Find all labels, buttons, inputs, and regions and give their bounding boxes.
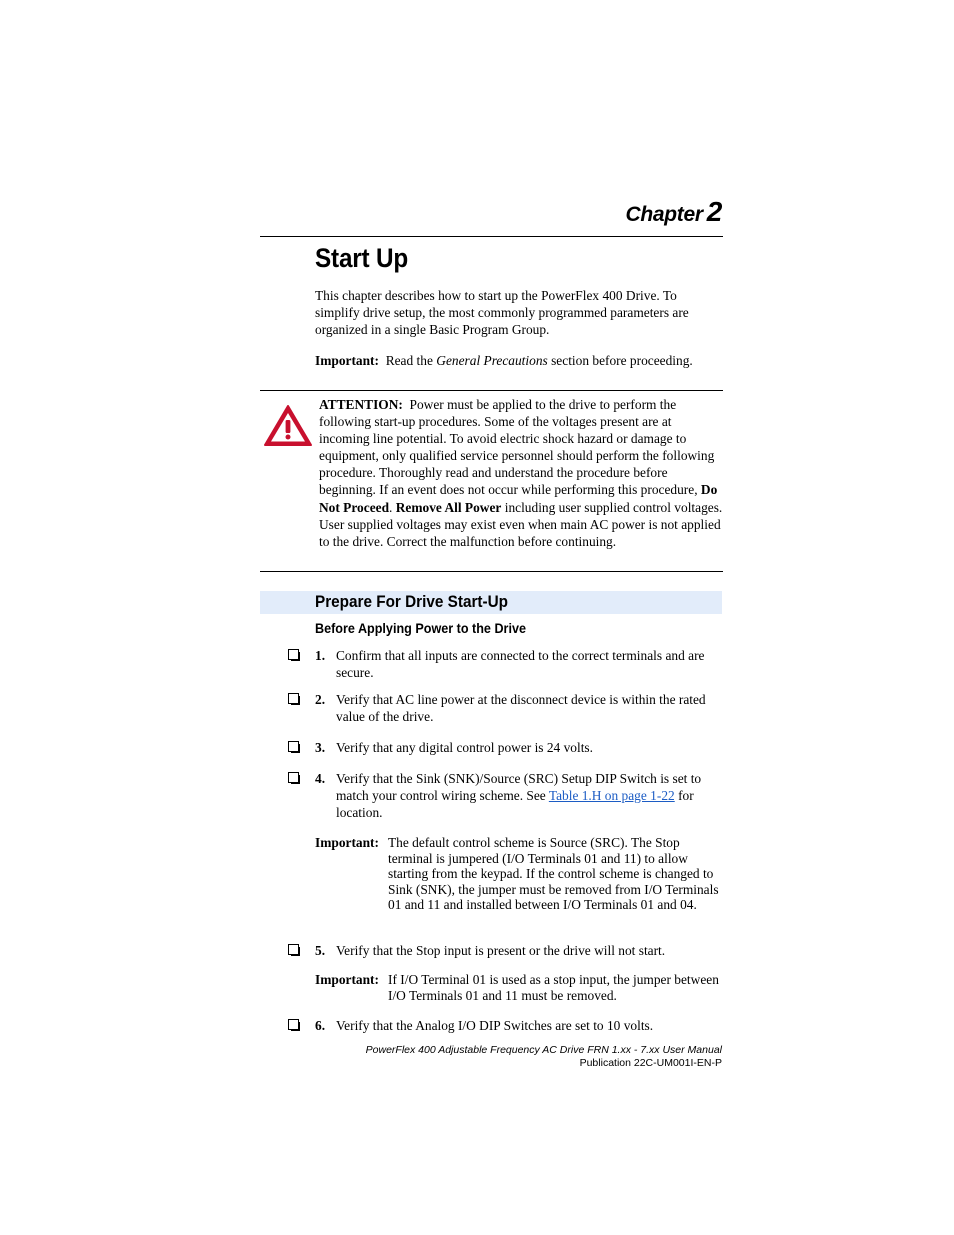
step-text: Verify that the Stop input is present or the drive will not start. bbox=[336, 943, 666, 958]
step-text-before: Verify that the Sink (SNK)/Source (SRC) Setup DIP Switch is set to match your control wiring scheme. See bbox=[336, 771, 702, 803]
checkbox-icon[interactable] bbox=[288, 741, 301, 754]
step-text: Confirm that all inputs are connected to the correct terminals and are secure. bbox=[336, 648, 705, 680]
step-text bbox=[336, 770, 724, 821]
attention-text bbox=[319, 396, 723, 550]
step-3 bbox=[288, 739, 724, 756]
important-intro bbox=[315, 352, 723, 369]
attention-label: ATTENTION: bbox=[319, 397, 403, 412]
attention-top-rule bbox=[260, 390, 723, 391]
checkbox-icon[interactable] bbox=[288, 649, 301, 662]
important-note-1 bbox=[315, 835, 725, 913]
important-before: Read the bbox=[385, 353, 433, 368]
important-label: Important: bbox=[315, 972, 379, 987]
attention-part1: Power must be applied to the drive to perform the following start-up procedures. Some of the voltages present are at incoming line potential. To avoid electric shock hazard or damage to equipment, only qualified service personnel should perform the following procedure. Thoroughly read and understand the procedure before beginning. If an event does not occur while performing this procedure, bbox=[319, 397, 715, 498]
section-title: Prepare For Drive Start-Up bbox=[315, 592, 509, 611]
important-text: If I/O Terminal 01 is used as a stop input, the jumper between I/O Terminals 01 and 11 must be removed. bbox=[388, 972, 719, 1003]
attention-remove-power: Remove All Power bbox=[395, 499, 502, 515]
checkbox-icon[interactable] bbox=[288, 693, 301, 706]
step-number: 4. bbox=[315, 771, 326, 786]
step-number: 6. bbox=[315, 1018, 326, 1033]
attention-bottom-rule bbox=[260, 571, 723, 572]
step-2 bbox=[288, 691, 724, 725]
step-text-after: for location. bbox=[336, 788, 694, 820]
intro-paragraph: This chapter describes how to start up the PowerFlex 400 Drive. To simplify drive setup, the most commonly programmed parameters are organized in a single Basic Program Group. bbox=[315, 288, 689, 337]
step-text: Verify that the Analog I/O DIP Switches are set to 10 volts. bbox=[336, 1018, 654, 1033]
checkbox-icon[interactable] bbox=[288, 944, 301, 957]
page-footer bbox=[366, 1044, 722, 1070]
step-number: 2. bbox=[315, 692, 326, 707]
step-text: Verify that any digital control power is 24 volts. bbox=[336, 740, 593, 755]
chapter-number: 2 bbox=[706, 196, 722, 227]
important-emphasis: General Precautions bbox=[436, 353, 548, 368]
step-number: 1. bbox=[315, 648, 326, 663]
important-label: Important: bbox=[315, 835, 379, 850]
page-title: Start Up bbox=[315, 243, 409, 273]
chapter-label bbox=[625, 196, 722, 228]
table-reference-link[interactable]: Table 1.H on page 1-22 bbox=[548, 788, 675, 803]
checkbox-icon[interactable] bbox=[288, 772, 301, 785]
step-6 bbox=[288, 1017, 724, 1034]
step-number: 5. bbox=[315, 943, 326, 958]
step-text: Verify that AC line power at the disconnect device is within the rated value of the drive. bbox=[336, 692, 706, 724]
attention-part2: including user supplied control voltages. User supplied voltages may exist even when main AC power is not applied to the drive. Correct the malfunction before continuing. bbox=[319, 499, 723, 549]
attention-separator: . bbox=[389, 499, 393, 515]
chapter-rule bbox=[260, 236, 723, 237]
attention-do-not-proceed: Do Not Proceed bbox=[319, 482, 718, 515]
footer-publication: Publication 22C-UM001I-EN-P bbox=[579, 1057, 722, 1069]
step-5 bbox=[288, 942, 724, 959]
important-after: section before proceeding. bbox=[551, 353, 693, 368]
step-1 bbox=[288, 647, 724, 681]
warning-triangle-icon bbox=[263, 404, 313, 447]
step-4 bbox=[288, 770, 724, 821]
checkbox-icon[interactable] bbox=[288, 1019, 301, 1032]
subsection-title: Before Applying Power to the Drive bbox=[315, 620, 526, 636]
important-text: The default control scheme is Source (SRC). The Stop terminal is jumpered (I/O Terminals 01 and 11) to allow starting from the keypad. If the control scheme is changed to Sink (SNK), the jumper must be removed from I/O Terminals 01 and 11 and installed between I/O Terminals 01 and 04. bbox=[388, 835, 719, 913]
important-note-2 bbox=[315, 972, 725, 1003]
step-number: 3. bbox=[315, 740, 326, 755]
chapter-word: Chapter bbox=[625, 203, 703, 226]
footer-manual-title: PowerFlex 400 Adjustable Frequency AC Drive FRN 1.xx - 7.xx User Manual bbox=[365, 1044, 722, 1056]
important-label: Important: bbox=[315, 353, 379, 368]
